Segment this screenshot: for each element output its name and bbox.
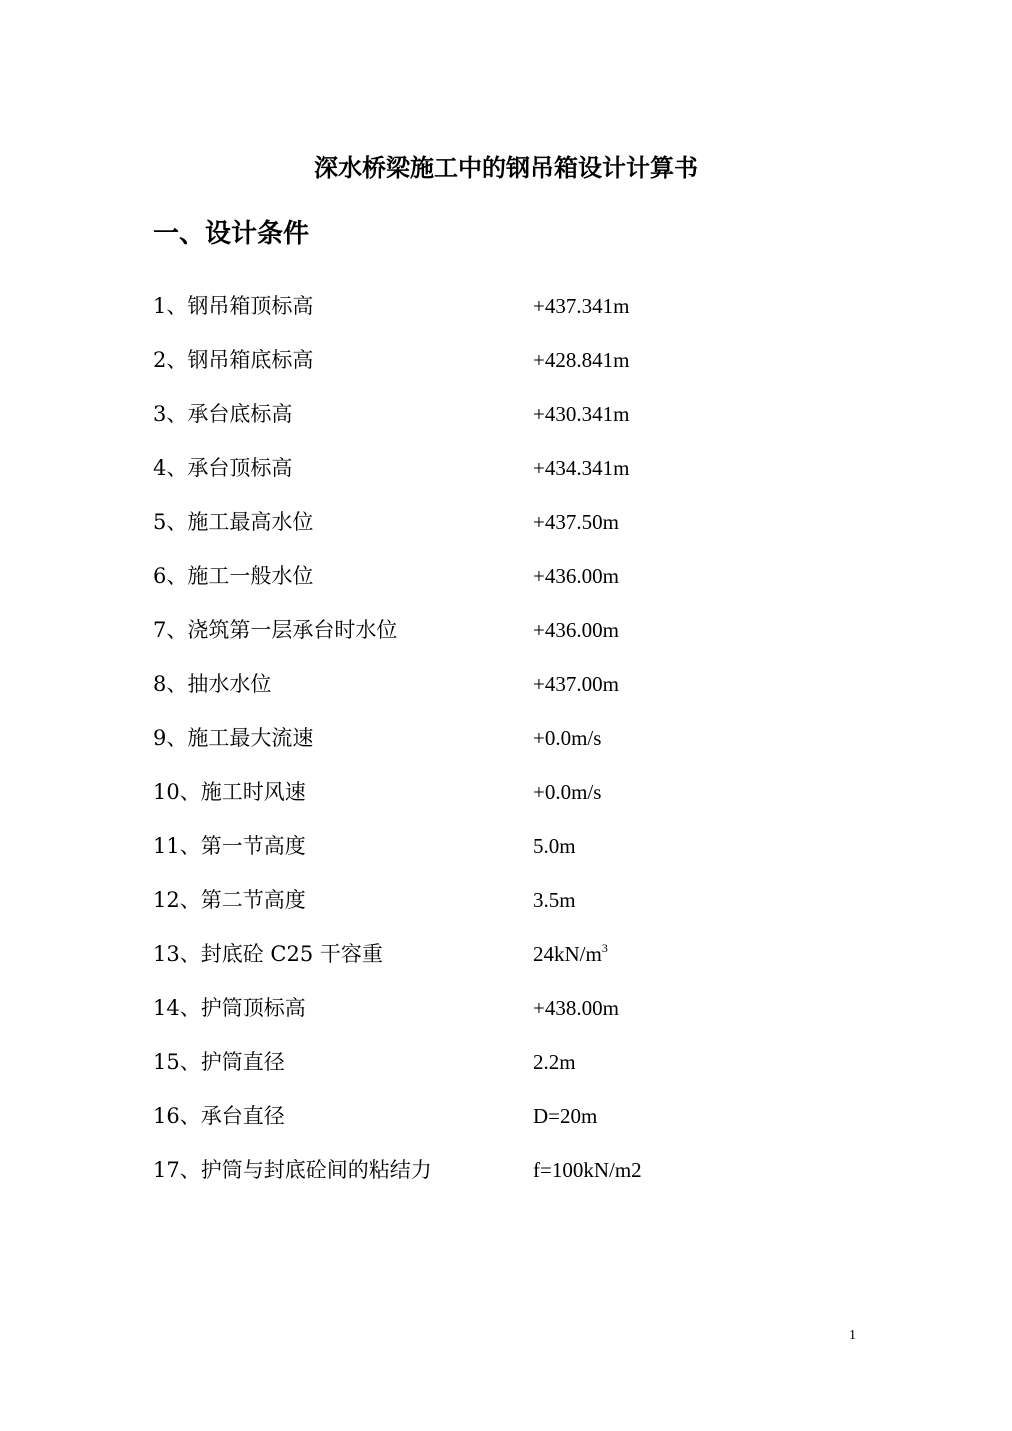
list-item [153, 936, 873, 990]
item-label: 11、第一节高度 [153, 834, 306, 858]
list-item [153, 882, 873, 936]
item-value: 3.5m [533, 888, 576, 912]
item-value: +0.0m/s [533, 780, 602, 804]
list-item [153, 450, 873, 504]
list-item [153, 720, 873, 774]
list-item [153, 1044, 873, 1098]
item-value: +436.00m [533, 618, 619, 642]
list-item [153, 1152, 873, 1206]
item-value: +437.00m [533, 672, 619, 696]
list-item [153, 396, 873, 450]
item-value-with-unit [533, 936, 608, 972]
page-number: 1 [849, 1328, 856, 1343]
document-title: 深水桥梁施工中的钢吊箱设计计算书 [314, 153, 698, 182]
section-heading: 一、设计条件 [153, 219, 310, 249]
list-item [153, 828, 873, 882]
item-label: 6、施工一般水位 [153, 564, 314, 588]
item-value: +0.0m/s [533, 726, 602, 750]
list-item [153, 612, 873, 666]
item-label: 5、施工最高水位 [153, 510, 314, 534]
item-value: f=100kN/m2 [533, 1158, 642, 1182]
list-item [153, 1098, 873, 1152]
item-value: +428.841m [533, 348, 630, 372]
item-label: 2、钢吊箱底标高 [153, 348, 314, 372]
list-item [153, 288, 873, 342]
unit-superscript: 3 [601, 941, 608, 955]
item-value: +436.00m [533, 564, 619, 588]
design-conditions-list [153, 288, 873, 1206]
item-label: 14、护筒顶标高 [153, 996, 306, 1020]
list-item [153, 558, 873, 612]
item-value: +437.50m [533, 510, 619, 534]
item-value: +437.341m [533, 294, 630, 318]
item-value: +434.341m [533, 456, 630, 480]
item-label: 17、护筒与封底砼间的粘结力 [153, 1158, 432, 1182]
list-item [153, 504, 873, 558]
item-value: 5.0m [533, 834, 576, 858]
item-label: 9、施工最大流速 [153, 726, 314, 750]
item-label: 7、浇筑第一层承台时水位 [153, 618, 398, 642]
item-label: 16、承台直径 [153, 1104, 285, 1128]
item-label: 3、承台底标高 [153, 402, 293, 426]
list-item [153, 774, 873, 828]
item-value: 24kN/m [533, 942, 602, 966]
list-item [153, 990, 873, 1044]
item-value: D=20m [533, 1104, 598, 1128]
item-label: 8、抽水水位 [153, 672, 272, 696]
item-value: +438.00m [533, 996, 619, 1020]
list-item [153, 342, 873, 396]
item-value: 2.2m [533, 1050, 576, 1074]
item-label: 10、施工时风速 [153, 780, 306, 804]
item-value: +430.341m [533, 402, 630, 426]
item-label: 1、钢吊箱顶标高 [153, 294, 314, 318]
item-label: 12、第二节高度 [153, 888, 306, 912]
item-label: 4、承台顶标高 [153, 456, 293, 480]
item-label: 15、护筒直径 [153, 1050, 285, 1074]
item-label: 13、封底砼 C25 干容重 [153, 942, 383, 966]
list-item [153, 666, 873, 720]
